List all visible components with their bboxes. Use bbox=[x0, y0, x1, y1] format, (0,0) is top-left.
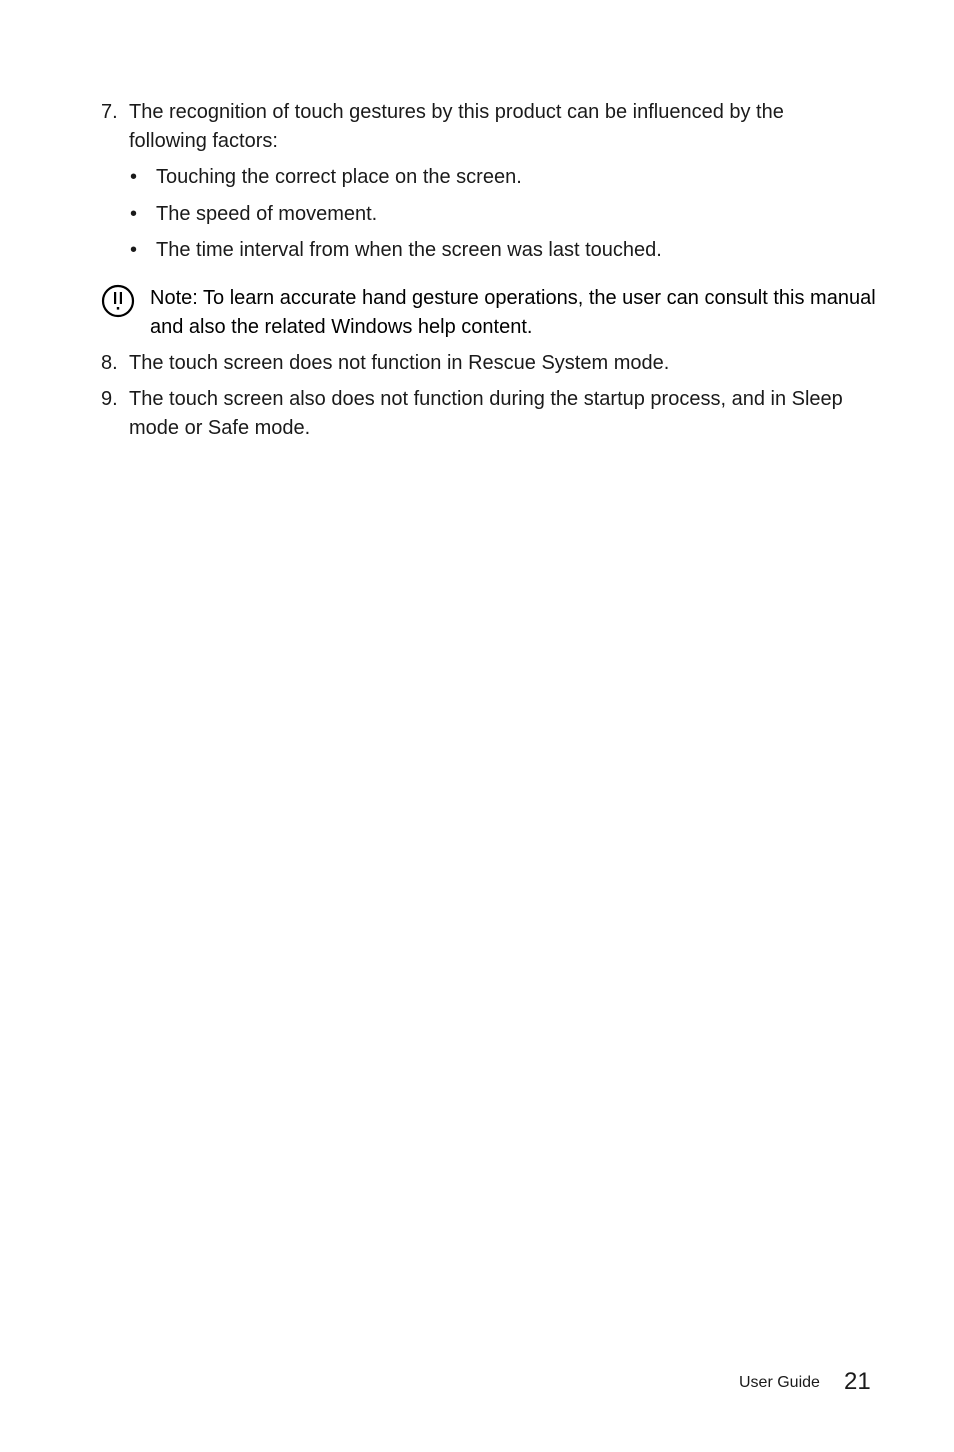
list-item-text: The recognition of touch gestures by this product can be influenced by the following factors: bbox=[129, 101, 784, 152]
bullet-symbol: • bbox=[130, 203, 138, 225]
bullet-item bbox=[130, 163, 850, 192]
bullet-item bbox=[130, 200, 850, 229]
list-item-8 bbox=[101, 349, 861, 378]
note-text-block bbox=[150, 284, 880, 342]
bullet-symbol: • bbox=[130, 239, 138, 261]
exclamation-circle-icon bbox=[101, 284, 135, 318]
footer-label: User Guide bbox=[739, 1374, 820, 1391]
page-number: 21 bbox=[844, 1368, 871, 1395]
bullet-symbol: • bbox=[130, 166, 138, 188]
bullet-item bbox=[130, 236, 850, 265]
list-number: 7. bbox=[101, 101, 118, 123]
list-number: 9. bbox=[101, 388, 118, 410]
list-item-7 bbox=[101, 98, 861, 156]
bullet-text: The time interval from when the screen was last touched. bbox=[156, 239, 662, 261]
note-label: Note: bbox=[150, 287, 198, 309]
list-number: 8. bbox=[101, 352, 118, 374]
bullet-text: The speed of movement. bbox=[156, 203, 378, 225]
list-item-text: The touch screen does not function in Rescue System mode. bbox=[129, 352, 670, 374]
note-text: To learn accurate hand gesture operations, the user can consult this manual and also the related Windows help content. bbox=[150, 287, 876, 338]
list-item-9 bbox=[101, 385, 861, 443]
bullet-text: Touching the correct place on the screen. bbox=[156, 166, 522, 188]
list-item-text: The touch screen also does not function during the startup process, and in Sleep mode or Safe mode. bbox=[129, 388, 843, 439]
